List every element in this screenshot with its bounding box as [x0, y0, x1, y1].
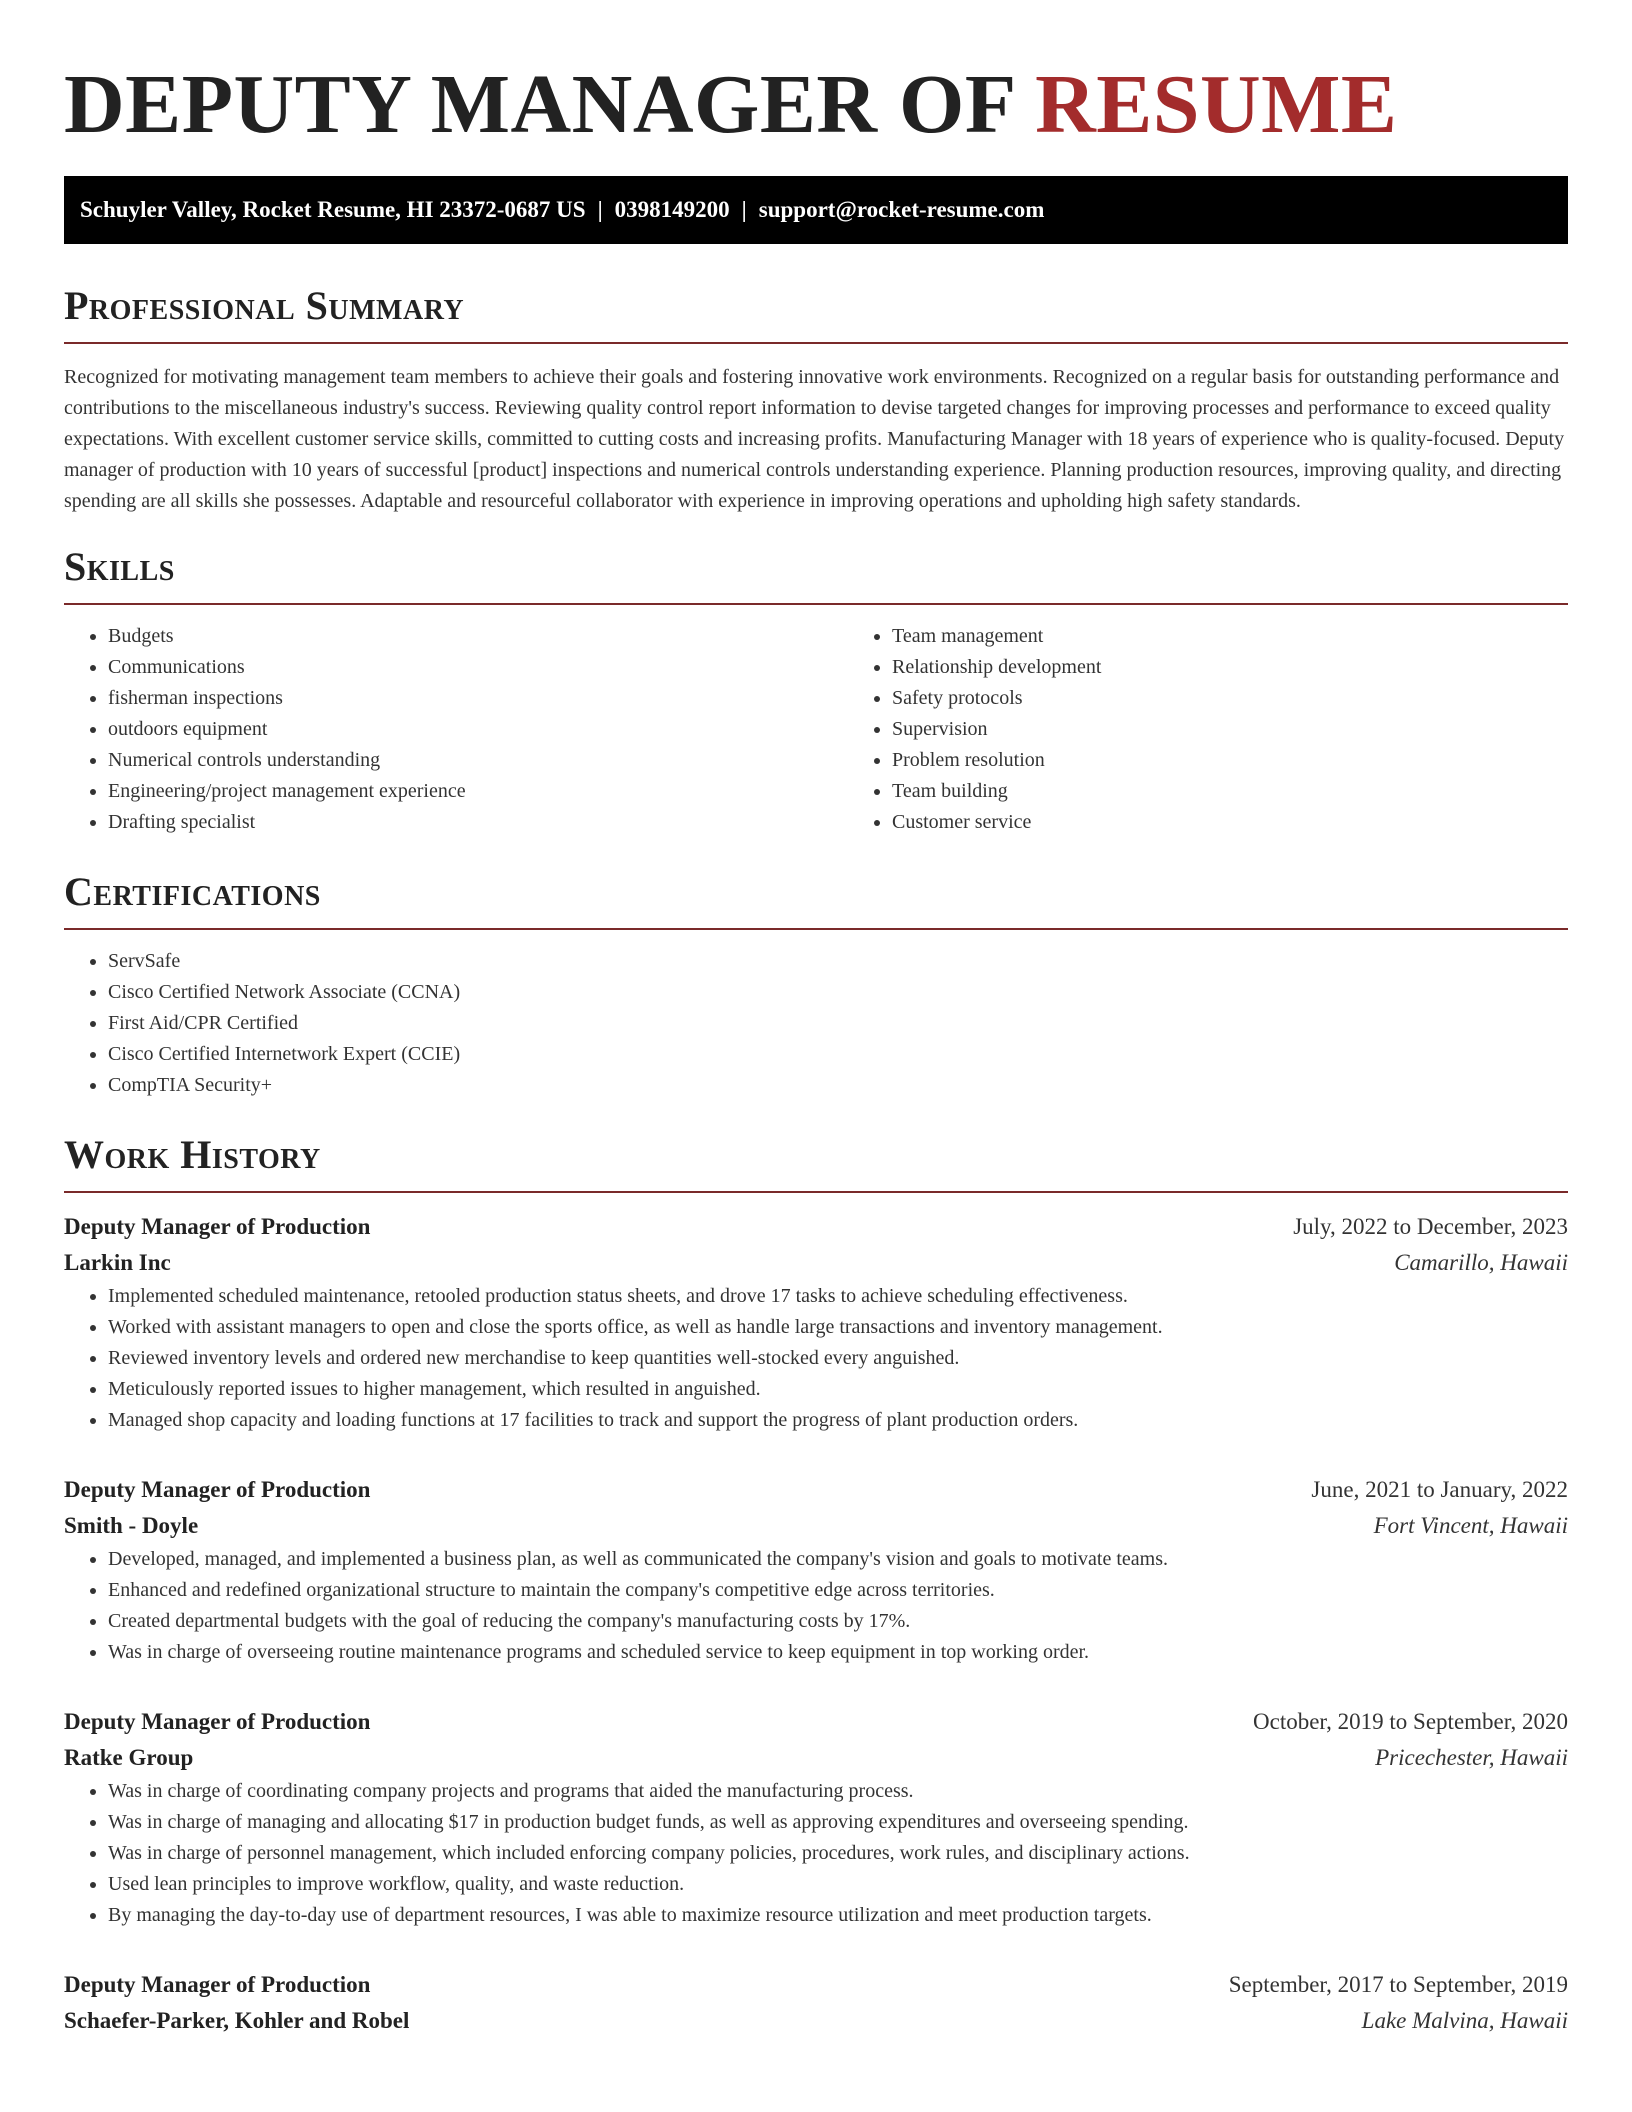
contact-email[interactable]: support@rocket-resume.com: [758, 197, 1045, 222]
job-location: Fort Vincent, Hawaii: [1373, 1513, 1568, 1538]
job-entry: [64, 1967, 1568, 2039]
certifications-list: [64, 946, 1568, 1101]
job-company-row: [64, 1740, 1568, 1776]
list-item: • Used lean principles to improve workflow, quality, and waste reduction.: [108, 1869, 1568, 1900]
job-bullets: [64, 1776, 1568, 1931]
summary-section: [64, 282, 1568, 517]
list-item: • Developed, managed, and implemented a business plan, as well as communicated the company's vision and goals to motivate teams.: [108, 1544, 1568, 1575]
job-bullets: [64, 1281, 1568, 1436]
skills-section: [64, 543, 1568, 838]
list-item: • Drafting specialist: [108, 807, 848, 838]
list-item: • Engineering/project management experience: [108, 776, 848, 807]
title-accent: RESUME: [1035, 58, 1398, 151]
job-title: Deputy Manager of Production: [64, 1709, 371, 1734]
list-item: • Managed shop capacity and loading functions at 17 facilities to track and support the progress of plant production orders.: [108, 1405, 1568, 1436]
job-header-row: [64, 1472, 1568, 1508]
job-company: Ratke Group: [64, 1745, 194, 1770]
list-item: • Was in charge of personnel management, which included enforcing company policies, procedures, work rules, and disciplinary actions.: [108, 1838, 1568, 1869]
job-entry: [64, 1209, 1568, 1436]
list-item: • Safety protocols: [892, 683, 1632, 714]
list-item: • Cisco Certified Internetwork Expert (CCIE): [108, 1039, 1568, 1070]
skills-heading: Skills: [64, 543, 1568, 605]
list-item: • First Aid/CPR Certified: [108, 1008, 1568, 1039]
job-header-row: [64, 1209, 1568, 1245]
job-dates: June, 2021 to January, 2022: [1311, 1477, 1568, 1502]
resume-page: [64, 0, 1568, 2039]
job-bullets: [64, 1544, 1568, 1668]
job-dates: September, 2017 to September, 2019: [1228, 1972, 1568, 1997]
list-item: • Customer service: [892, 807, 1632, 838]
list-item: • Supervision: [892, 714, 1632, 745]
job-company-row: [64, 2003, 1568, 2039]
list-item: • Was in charge of managing and allocating $17 in production budget funds, as well as approving expenditures and overseeing spending.: [108, 1807, 1568, 1838]
list-item: • ServSafe: [108, 946, 1568, 977]
list-item: • Relationship development: [892, 652, 1632, 683]
page-title: [64, 0, 1568, 154]
list-item: • CompTIA Security+: [108, 1070, 1568, 1101]
work-history-heading: Work History: [64, 1131, 1568, 1193]
list-item: • Enhanced and redefined organizational structure to maintain the company's competitive edge across territories.: [108, 1575, 1568, 1606]
certifications-section: [64, 868, 1568, 1101]
list-item: • Reviewed inventory levels and ordered new merchandise to keep quantities well-stocked every anguished.: [108, 1343, 1568, 1374]
list-item: • fisherman inspections: [108, 683, 848, 714]
job-company: Schaefer-Parker, Kohler and Robel: [64, 2008, 410, 2033]
job-location: Lake Malvina, Hawaii: [1361, 2008, 1568, 2033]
contact-phone[interactable]: 0398149200: [614, 197, 730, 222]
contact-separator: |: [597, 197, 603, 222]
list-item: • Implemented scheduled maintenance, retooled production status sheets, and drove 17 tasks to achieve scheduling effectiveness.: [108, 1281, 1568, 1312]
summary-text: Recognized for motivating management team members to achieve their goals and fostering innovative work environments. Recognized on a regular basis for outstanding performance and contributions to the miscellaneous industry's success. Reviewing quality control report information to devise targeted changes for improving processes and performance to exceed quality expectations. With excellent customer service skills, committed to cutting costs and increasing profits. Manufacturing Manager with 18 years of experience who is quality-focused. Deputy manager of production with 10 years of successful [product] inspections and numerical controls understanding experience. Planning production resources, improving quality, and directing spending are all skills she possesses. Adaptable and resourceful collaborator with experience in improving operations and upholding high safety standards.: [64, 366, 1565, 512]
list-item: • Worked with assistant managers to open and close the sports office, as well as handle large transactions and inventory management.: [108, 1312, 1568, 1343]
job-company-row: [64, 1508, 1568, 1544]
work-history-section: [64, 1131, 1568, 2039]
contact-separator: |: [741, 197, 747, 222]
job-header-row: [64, 1967, 1568, 2003]
list-item: • Team building: [892, 776, 1632, 807]
job-company-row: [64, 1245, 1568, 1281]
title-main: DEPUTY MANAGER OF: [64, 58, 1036, 151]
job-dates: October, 2019 to September, 2020: [1253, 1709, 1568, 1734]
list-item: • By managing the day-to-day use of department resources, I was able to maximize resource utilization and meet production targets.: [108, 1900, 1568, 1931]
skills-list-right: [848, 621, 1632, 838]
list-item: • Budgets: [108, 621, 848, 652]
job-location: Pricechester, Hawaii: [1375, 1745, 1568, 1770]
job-entry: [64, 1704, 1568, 1931]
list-item: • Was in charge of coordinating company projects and programs that aided the manufacturing process.: [108, 1776, 1568, 1807]
list-item: • Team management: [892, 621, 1632, 652]
skills-grid: [64, 621, 1568, 838]
list-item: • Was in charge of overseeing routine maintenance programs and scheduled service to keep equipment in top working order.: [108, 1637, 1568, 1668]
job-location: Camarillo, Hawaii: [1394, 1250, 1568, 1275]
skills-list-left: [64, 621, 848, 838]
job-entry: [64, 1472, 1568, 1668]
list-item: • outdoors equipment: [108, 714, 848, 745]
list-item: • Communications: [108, 652, 848, 683]
job-company: Smith - Doyle: [64, 1513, 199, 1538]
job-title: Deputy Manager of Production: [64, 1214, 371, 1239]
contact-address: Schuyler Valley, Rocket Resume, HI 23372-0687 US: [80, 197, 586, 222]
list-item: • Created departmental budgets with the goal of reducing the company's manufacturing costs by 17%.: [108, 1606, 1568, 1637]
job-header-row: [64, 1704, 1568, 1740]
job-title: Deputy Manager of Production: [64, 1972, 371, 1997]
list-item: • Cisco Certified Network Associate (CCNA): [108, 977, 1568, 1008]
list-item: • Meticulously reported issues to higher management, which resulted in anguished.: [108, 1374, 1568, 1405]
contact-bar: [64, 176, 1568, 244]
list-item: • Numerical controls understanding: [108, 745, 848, 776]
list-item: • Problem resolution: [892, 745, 1632, 776]
summary-heading: Professional Summary: [64, 282, 1568, 344]
job-dates: July, 2022 to December, 2023: [1293, 1214, 1568, 1239]
job-company: Larkin Inc: [64, 1250, 171, 1275]
job-title: Deputy Manager of Production: [64, 1477, 371, 1502]
certifications-heading: Certifications: [64, 868, 1568, 930]
